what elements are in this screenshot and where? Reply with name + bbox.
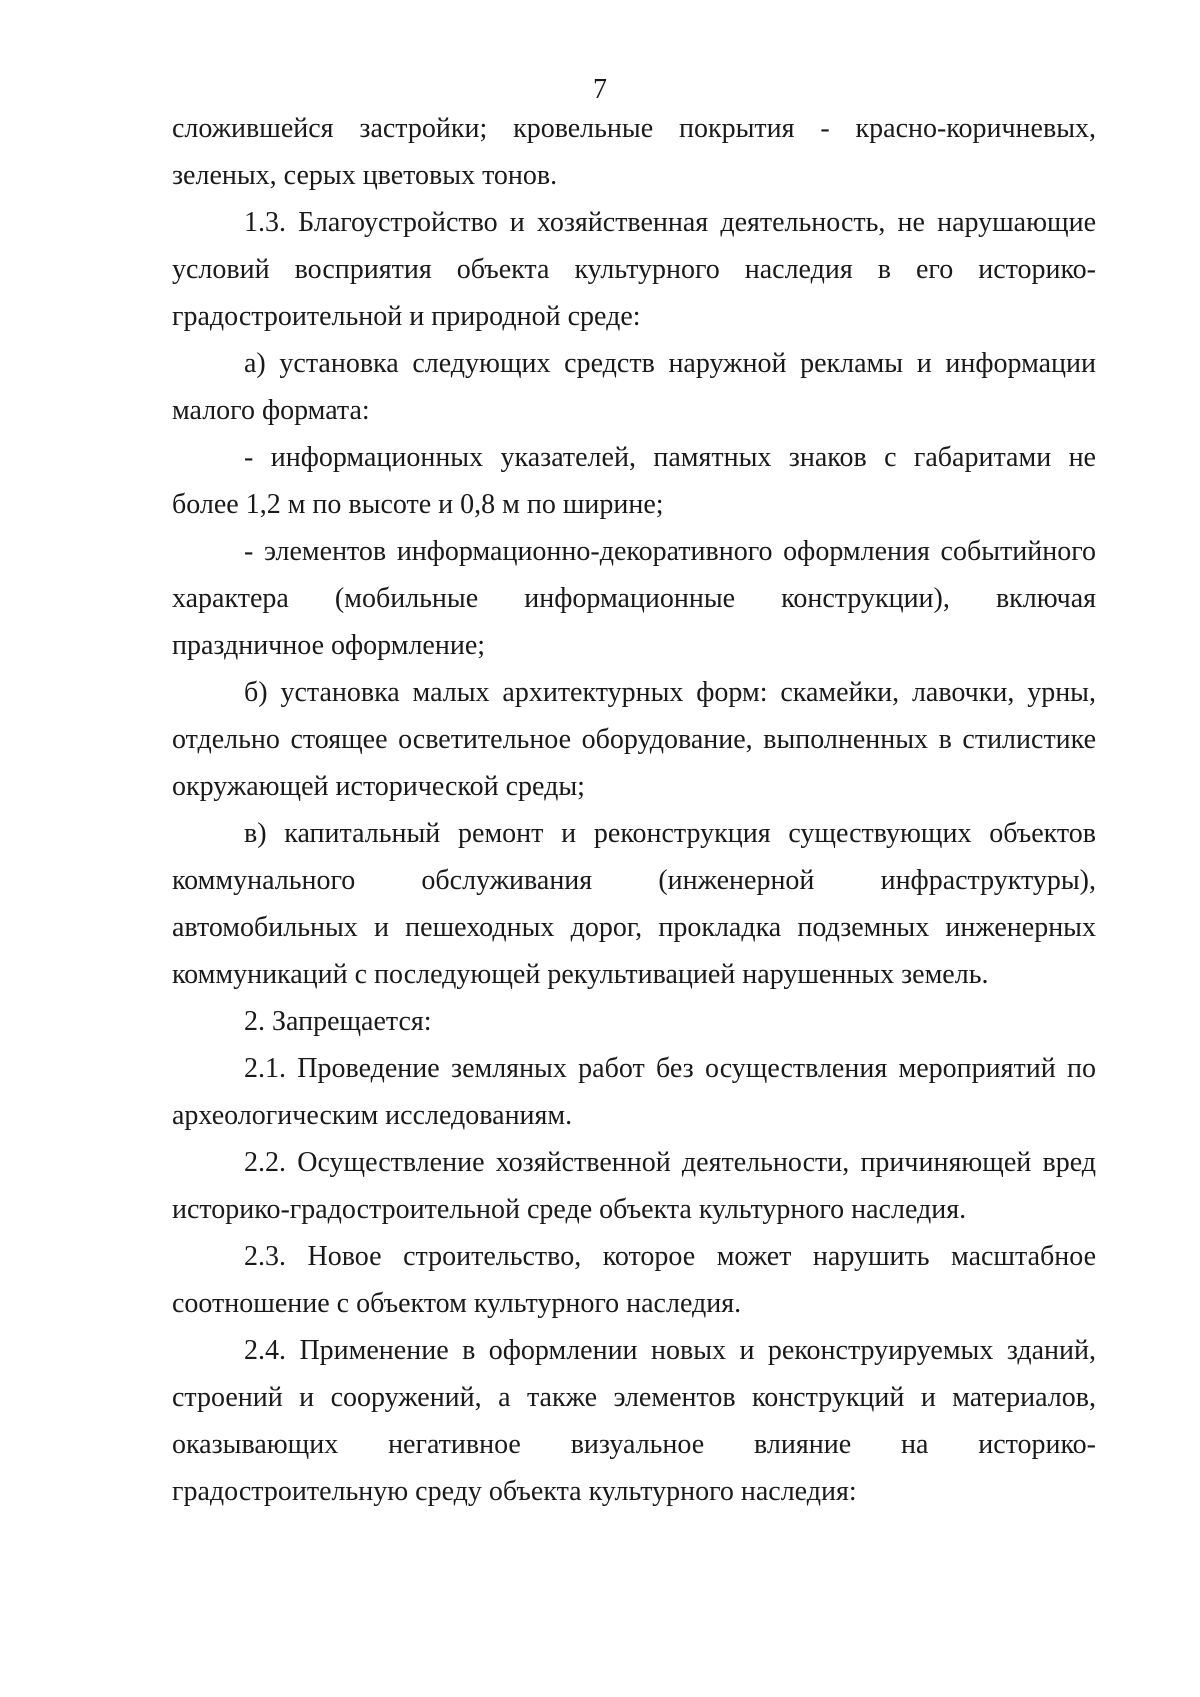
paragraph-1-3-a-item-1: - информационных указателей, памятных знаков с габаритами не более 1,2 м по высоте и 0,8 м по ширине;	[172, 442, 1096, 520]
paragraph-1-3: 1.3. Благоустройство и хозяйственная деятельность, не нарушающие условий восприятия объекта культурного наследия в его историко-градостроительной и природной среде:	[172, 207, 1096, 332]
paragraph-1-3-b: б) установка малых архитектурных форм: скамейки, лавочки, урны, отдельно стоящее осветительное оборудование, выполненных в стилистике окружающей исторической среды;	[172, 677, 1096, 802]
paragraph-1-3-a: а) установка следующих средств наружной рекламы и информации малого формата:	[172, 348, 1096, 426]
paragraph-1-3-a-item-2: - элементов информационно-декоративного оформления событийного характера (мобильные информационные конструкции), включая праздничное оформление;	[172, 536, 1096, 661]
paragraph-2-1: 2.1. Проведение земляных работ без осуществления мероприятий по археологическим исследованиям.	[172, 1053, 1096, 1131]
paragraph-1-3-v: в) капитальный ремонт и реконструкция существующих объектов коммунального обслуживания (инженерной инфраструктуры), автомобильных и пешеходных дорог, прокладка подземных инженерных коммуникаций с последующей рекультивацией нарушенных земель.	[172, 818, 1096, 990]
paragraph-2-3: 2.3. Новое строительство, которое может нарушить масштабное соотношение с объектом культурного наследия.	[172, 1241, 1096, 1319]
paragraph-roofing-continuation: сложившейся застройки; кровельные покрытия - красно-коричневых, зеленых, серых цветовых тонов.	[172, 113, 1096, 191]
document-body	[172, 105, 1096, 1515]
paragraph-2-4: 2.4. Применение в оформлении новых и реконструируемых зданий, строений и сооружений, а также элементов конструкций и материалов, оказывающих негативное визуальное влияние на историко-градостроительную среду объекта культурного наследия:	[172, 1335, 1096, 1507]
paragraph-2: 2. Запрещается:	[244, 1006, 432, 1037]
paragraph-2-2: 2.2. Осуществление хозяйственной деятельности, причиняющей вред историко-градостроительной среде объекта культурного наследия.	[172, 1147, 1096, 1225]
page-number: 7	[593, 74, 607, 105]
